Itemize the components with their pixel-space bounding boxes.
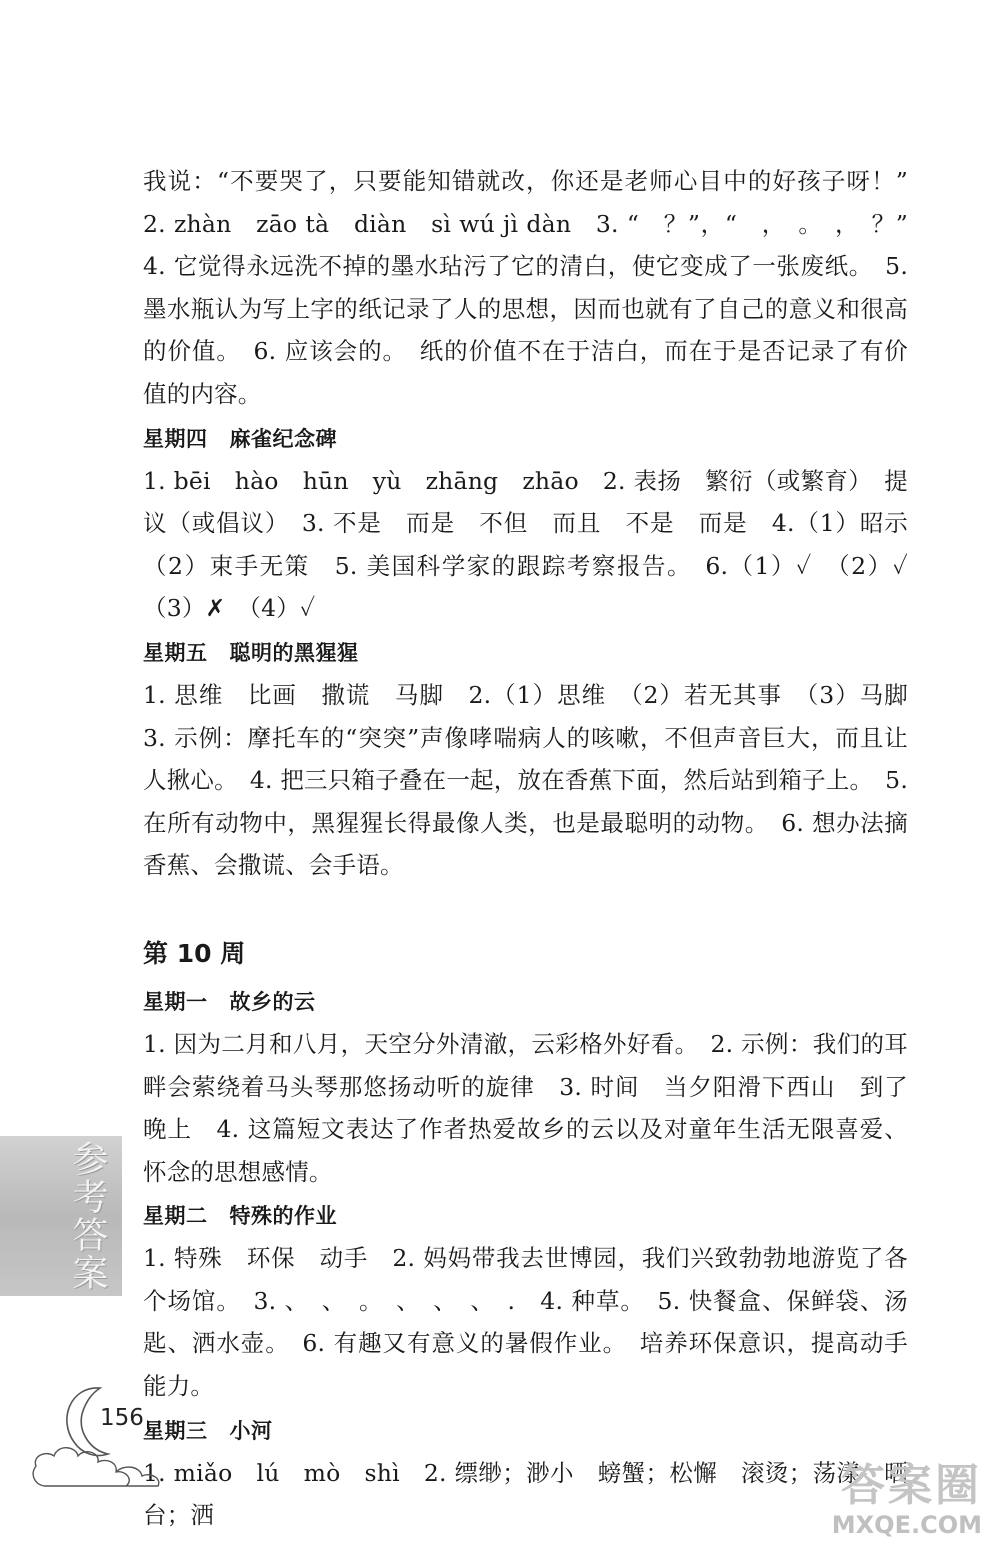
day-heading (143, 632, 908, 674)
day-label: 星期三 (143, 1418, 208, 1443)
lesson-title: 聪明的黑猩猩 (229, 640, 359, 665)
week-heading: 第 10 周 (143, 938, 246, 968)
side-tab-label: 参考答案 (67, 1140, 108, 1292)
lesson-title: 故乡的云 (229, 989, 316, 1014)
answer-paragraph: 1. 特殊 环保 动手 2. 妈妈带我去世博园，我们兴致勃勃地游览了各个场馆。 3. 、 、 。 、 、 、 . 4. 种草。 5. 快餐盒、保鲜袋、汤匙、洒水壶。 6. 有趣又有意义的暑假作业。 培养环保意识，提高动手能力。 (143, 1244, 908, 1401)
day-label: 星期五 (143, 640, 208, 665)
answer-paragraph: 1. 因为二月和八月，天空分外清澈，云彩格外好看。 2. 示例：我们的耳畔会萦绕着马头琴那悠扬动听的旋律 3. 时间 当夕阳滑下西山 到了晚上 4. 这篇短文表达了作者热爱故乡的云以及对童年生活无限喜爱、怀念的思想感情。 (143, 1029, 908, 1186)
watermark-url: MXQE.COM (831, 1511, 982, 1539)
day-label: 星期一 (143, 989, 208, 1014)
answer-paragraph: 我说：“不要哭了，只要能知错就改，你还是老师心目中的好孩子呀！” 2. zhàn zāo tà diàn sì wú jì dàn 3. “ ？”，“ ， 。 ， ？” 4. 它觉得永远洗不掉的墨水玷污了它的清白，使它变成了一张废纸。 5. 墨水瓶认为写上字的纸记录了人的思想，因而也就有了自己的意义和很高的价值。 6. 应该会的。 纸的价值不在于洁白，而在于是否记录了有价值的内容。 (143, 167, 908, 408)
moon-cloud-icon (30, 1380, 170, 1490)
day-heading (143, 1410, 908, 1452)
answer-paragraph: 1. bēi hào hūn yù zhāng zhāo 2. 表扬 繁衍（或繁育） 提议（或倡议） 3. 不是 而是 不但 而且 不是 而是 4.（1）昭示 （2）束手无策 5. 美国科学家的跟踪考察报告。 6.（1）✓ （2）✓ （3）✗ （4）✓ (143, 466, 932, 623)
lesson-title: 特殊的作业 (229, 1204, 337, 1229)
day-label: 星期四 (143, 426, 208, 451)
watermark-logo: 答案圈 (841, 1460, 982, 1511)
day-heading (143, 981, 908, 1023)
day-heading (143, 418, 908, 460)
day-heading (143, 1195, 908, 1237)
page-number: 156 (100, 1405, 144, 1431)
answer-paragraph: 1. miǎo lú mò shì 2. 缥缈；渺小 螃蟹；松懈 滚烫；荡漾 晒台；洒 (143, 1458, 908, 1530)
day-label: 星期二 (143, 1204, 208, 1229)
lesson-title: 麻雀纪念碑 (229, 426, 337, 451)
lesson-title: 小河 (229, 1418, 273, 1443)
answer-paragraph: 1. 思维 比画 撒谎 马脚 2.（1）思维 （2）若无其事 （3）马脚 3. 示例：摩托车的“突突”声像哮喘病人的咳嗽，不但声音巨大，而且让人揪心。 4. 把三只箱子叠在一起，放在香蕉下面，然后站到箱子上。 5. 在所有动物中，黑猩猩长得最像人类，也是最聪明的动物。 6. 想办法摘香蕉、会撒谎、会手语。 (143, 680, 932, 880)
